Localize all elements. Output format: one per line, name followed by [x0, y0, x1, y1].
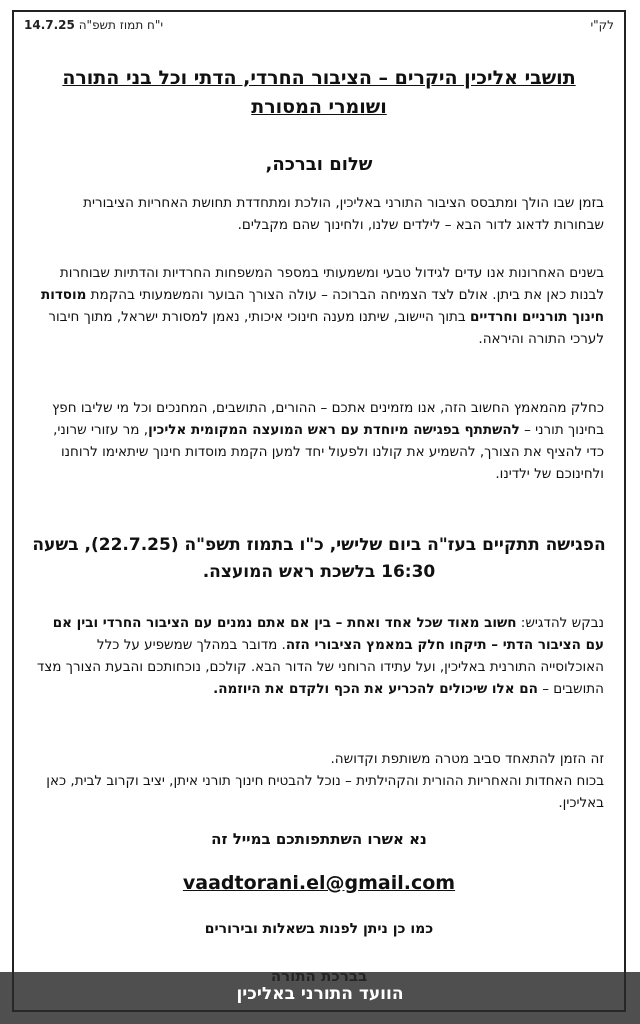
paragraph-emphasis-text-a: נבקש להדגיש:: [516, 615, 604, 631]
meeting-details: הפגישה תתקיים בעז"ה ביום שלישי, כ"ו בתמוז תשפ"ה (22.7.25), בשעה 16:30 בלשכת ראש המועצה.: [32, 535, 606, 582]
paragraph-emphasis-bold-d: הם אלו שיכולים להכריע את הכף ולקדם את היוזמה.: [213, 681, 538, 697]
paragraph-invitation-text-a: כחלק מהמאמץ החשוב הזה, אנו מזמינים אתכם – ההורים, התושבים, המחנכים וכל מי שליבו חפץ בחינוך תורני –: [52, 400, 604, 438]
paragraph-growth: [36, 262, 604, 350]
paragraph-closing-line1: זה הזמן להתאחד סביב מטרה משותפת וקדושה.: [330, 751, 604, 767]
paragraph-growth-text-a: בשנים האחרונות אנו עדים לגידול טבעי ומשמעותי במספר המשפחות החרדיות והדתיות שבוחרות לבנות כאן את ביתן. אולם לצד הצמיחה הברוכה – עולה הצורך הבוער והמשמעותי בהקמת: [59, 265, 604, 303]
paragraph-growth-text-c: בתוך היישוב, שיתנו מענה חינוכי איכותי, נאמן למסורת ישראל, מתוך חיבור לערכי התורה והיראה.: [48, 309, 604, 347]
paragraph-growth-emphasis: מוסדות חינוך תורניים וחרדיים: [40, 287, 604, 325]
notice-title: תושבי אליכין היקרים – הציבור החרדי, הדתי וכל בני התורה ושומרי המסורת: [62, 67, 576, 118]
paragraph-closing: [36, 748, 604, 814]
greeting: שלום וברכה,: [265, 154, 373, 175]
email-link[interactable]: vaadtorani.el@gmail.com: [182, 872, 456, 894]
paragraph-emphasis-text-c: . מדובר במהלך שמשפיע על כלל האוכלוסייה התורנית באליכין, ועל עתידו הרוחני של הדור הבא. קולכם, נוכחותכם והבעת הצורך מצד התושבים –: [36, 637, 604, 697]
paragraph-invitation: [36, 397, 604, 485]
paragraph-emphasis: [36, 612, 604, 700]
gregorian-date: 14.7.25: [24, 18, 75, 32]
notice-page: [12, 10, 626, 1012]
hebrew-date: י"ח תמוז תשפ"ה: [78, 18, 164, 32]
paragraph-emphasis-bold-b: חשוב מאוד שכל אחד ואחת – בין אם אתם נמנים עם הציבור החרדי ובין אם עם הציבור הדתי – תיקחו חלק במאמץ הציבורי הזה: [52, 615, 604, 653]
paragraph-invitation-text-c: , מר עזורי שרוני, כדי להציף את הצורך, להשמיע את קולנו ולפעול יחד למען הקמת מוסדות חינוך שיתאימו לרוחנו ולחינוכם של ילדינו.: [53, 422, 604, 482]
paragraph-invitation-emphasis: להשתתף בפגישה מיוחדת עם ראש המועצה המקומית אליכין: [148, 422, 520, 438]
page-header: [24, 18, 614, 36]
questions-note: כמו כן ניתן לפנות בשאלות ובירורים: [204, 921, 434, 937]
paragraph-closing-line2: בכוח האחדות והאחריות ההורית והקהילתית – נוכל להבטיח חינוך תורני איתן, יציב וקרוב לבית, כאן באליכין.: [46, 773, 604, 811]
header-code: לק"י: [590, 18, 614, 32]
confirm-attendance: נא אשרו השתתפותכם במייל זה: [211, 830, 427, 848]
header-date: [24, 18, 163, 32]
footer-signature: הוועד התורני באליכין: [236, 984, 404, 1004]
paragraph-intro: בזמן שבו הולך ומתבסס הציבור התורני באליכין, הולכת ומתחדדת תחושת האחריות הציבורית שבחורות לדאוג לדור הבא – לילדים שלנו, ולחינוך שהם מקבלים.: [83, 195, 604, 233]
